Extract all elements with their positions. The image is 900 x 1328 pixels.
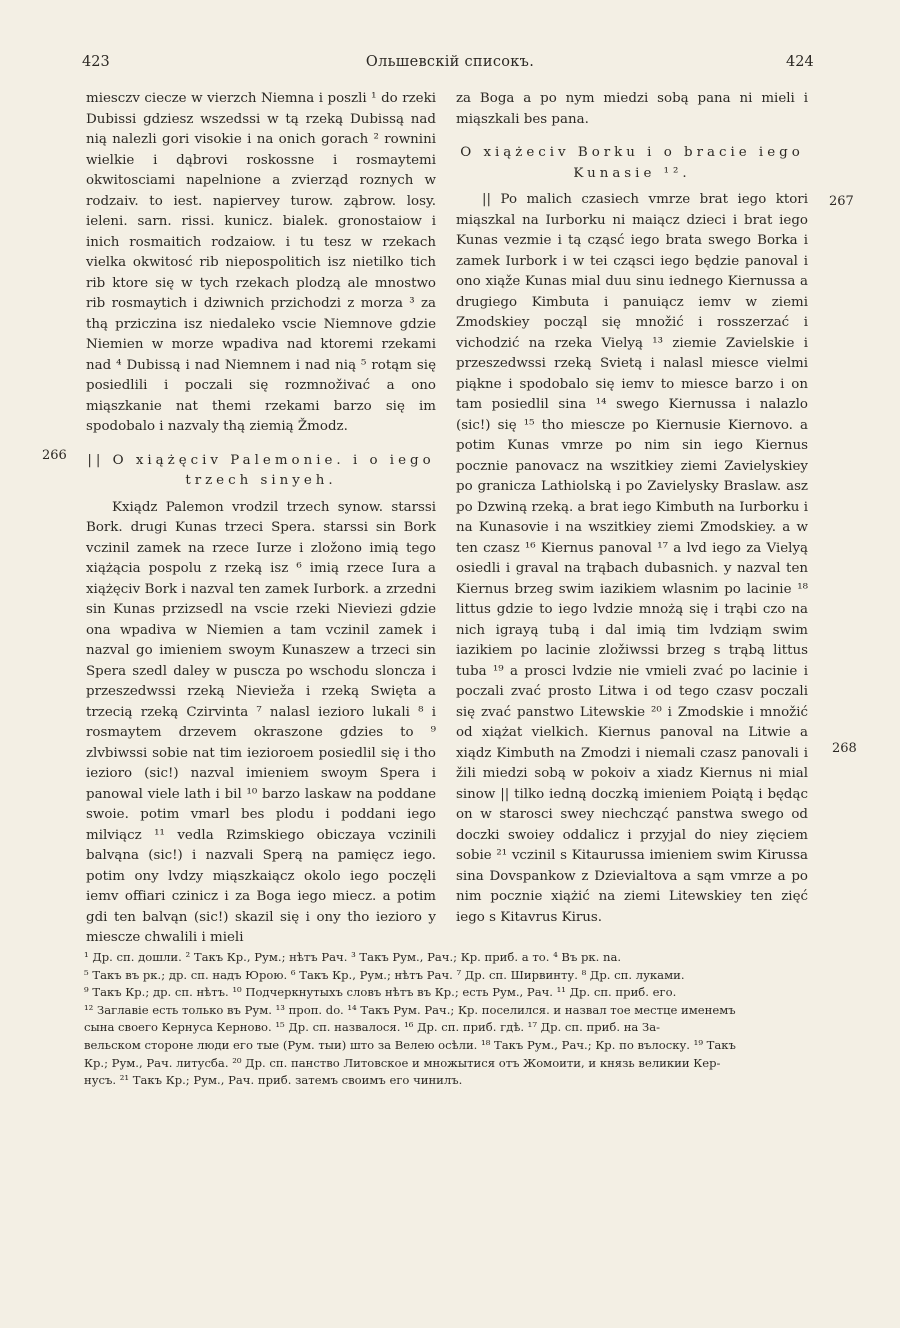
- footnote-line: Кр.; Рум., Рач. литусба. ²⁰ Др. сп. панство Литовское и множытися отъ Жомоити, и князь великии Кер-: [84, 1055, 721, 1070]
- footnote-line: ⁵ Такъ въ рк.; др. сп. надъ Юрою. ⁶ Такъ Кр., Рум.; нѣтъ Рач. ⁷ Др. сп. Ширвинту. ⁸ Др. сп. луками.: [84, 967, 685, 982]
- footnote-line: ¹² Заглавіе есть только въ Рум. ¹³ прoп. do. ¹⁴ Такъ Рум. Рач.; Кр. поселился. и назвал тое местце именемъ: [84, 1002, 736, 1017]
- page-number-right: 424: [786, 54, 814, 70]
- footnote-line: вельском стороне люди его тые (Рум. тыи) што за Велею осѣли. ¹⁸ Такъ Рум., Рач.; Кр. по вълоску. ¹⁹ Такъ: [84, 1037, 736, 1052]
- margin-folio-266: 266: [42, 448, 67, 463]
- left-column: [86, 89, 436, 949]
- left-section-heading: || O xiążęciv Palemonie. i o iego trzech sinyeh.: [87, 452, 435, 488]
- footnote-line: нусъ. ²¹ Такъ Кр.; Рум., Рач. приб. затемъ своимъ его чинилъ.: [84, 1073, 463, 1088]
- running-title: Ольшевскій списокъ.: [365, 54, 535, 70]
- footnote-line: ⁹ Такъ Кр.; др. сп. нѣтъ. ¹⁰ Подчеркнутыхъ словъ нѣтъ въ Кр.; есть Рум., Рач. ¹¹ Др. сп. приб. его.: [84, 985, 677, 1000]
- margin-folio-267: 267: [829, 194, 854, 209]
- left-paragraph-2: Kxiądz Palemon vrodzil trzech synow. starssi Bork. drugi Kunas trzeci Spera. starssi sin Bork vczinil zamek na rzece Iurze i zložono imią tego xiążącia pospolu z rzeką isz ⁶ imią rzece Iura a xiążęciv Bork i nazval ten zamek Iurbork. a zrzedni sin Kunas przizsedl na vscie rzeki Nieviezi gdzie ona wpadiva w Niemien a tam vczinil zamek i nazval go imieniem swoym Kunaszew a trzeci sin Spera szedl daley w puscza po wschodu sloncza i przeszedwssi rzeką Nievieža i rzeką Swięta a trzecią rzeką Czirvinta ⁷ nalasl iezioro lukali ⁸ i rosmaytem drzevem okraszone gdzies to ⁹ zlvbiwssi sobie nat tim iezioroem posiedlil się i tho iezioro (sic!) nazval imieniem swoym Spera i panowal viele lath i bil ¹⁰ barzo laskaw na poddane swoie. potim vmarl bes plodu i poddani iego milviącz ¹¹ vedla Rzimskiego obiczaya vczinili balvąna (sic!) i nazvali Sperą na pamięcz iego. potim ony lvdzy miąszkaiącz okolo iego poczęli iemv offiari czinicz i za Boga iego miecz. a potim gdi ten balvąn (sic!) skazil się i ony tho iezioro y miescze chwalili i mieli: [86, 499, 436, 945]
- footnotes: [84, 949, 818, 1090]
- left-paragraph-1: miesczv ciecze w vierzch Niemna i poszli ¹ do rzeki Dubissi gdziesz wszedssi w tą rzeką Dubissą nad nią nalezli gori visokie i na onich gorach ² rownini wielkie i dąbrovi roskossne i rosmaytemi okwitosciami napelnione a zvierząd roznych w rodzaiv. to iest. napiervey turow. ząbrow. losy. ieleni. sarn. rissi. kunicz. bialek. gronostaiow i inich rosmaitich rodzaiow. i tu tesz w rzekach vielka okwitosć rib niepospolitich isz nietilko tich rib ktore się w tych rzekach plodzą ale mnostwo rib rosmaytich i dziwnich przichodzi z morza ³ za thą prziczina isz niedaleko vscie Niemnove gdzie Niemien w morze wpadiva nad ktoremi rzekami nad ⁴ Dubissą i nad Niemnem i nad nią ⁵ rotąm się posiedlili i poczali się rozmnoživać a ono miąszkanie nat themi rzekami barzo się im spodobalo i nazvaly thą ziemią Žmodz.: [86, 91, 436, 434]
- right-paragraph-1: za Boga a po nym miedzi sobą pana ni mieli i miąszkali bes pana.: [456, 91, 808, 127]
- margin-folio-268: 268: [832, 741, 857, 756]
- footnote-line: сына своего Кернуса Керново. ¹⁵ Др. сп. назвалося. ¹⁶ Др. сп. приб. гдѣ. ¹⁷ Др. сп. приб. на За-: [84, 1020, 661, 1035]
- right-section-heading: O xiążeciv Borku i o bracie iego Kunasie ¹².: [460, 145, 804, 181]
- right-column: [456, 89, 808, 928]
- right-paragraph-2: || Po malich czasiech vmrze brat iego ktori miąszkal na Iurborku ni maiącz dzieci i brat iego Kunas vezmie i tą cząsć iego brata swego Borka i zamek Iurbork i w tei cząsci iego będzie panoval i ono xiąže Kunas mial duu sinu iednego Kiernussa a drugiego Kimbuta i panuiącz iemv w ziemi Zmodskiey począl się množić i rosszerzać i vichodzić na rzeka Vielyą ¹³ ziemie Zavielskie i przeszedwssi rzeką Svietą i nalasl miesce vielmi piąkne i spodobalo się iemv to miesce barzo i on tam posiedlil sina ¹⁴ swego Kiernussa i nalazlo (sic!) się ¹⁵ tho miescze po Kiernusie Kiernovo. a potim Kunas vmrze po nim sin iego Kiernus pocznie panovacz na wszitkiey ziemi Zavielyskiey po granicza Lathiolską i po Zavielysky Braslaw. asz po Dzwiną rzeką. a brat iego Kimbuth na Iurborku i na Kunasovie i na wszitkiey ziemi Zmodskiey. a w ten czasz ¹⁶ Kiernus panoval ¹⁷ a lvd iego za Vielyą osiedli i graval na trąbach dubasnich. y nazval ten Kiernus brzeg swim iazikiem wlasnim po lacinie ¹⁸ littus gdzie to iego lvdzie mnożą się i trąbi czo na nich igrayą tubą i dal imią tim lvdziąm swim iazikiem po lacinie zložiwssi brzeg s trąbą littus tuba ¹⁹ a prosci lvdzie nie vmieli zvać po lacinie i poczali zvać prosto Litwa i od tego czasv poczali się zvać panstwo Litewskie ²⁰ i Zmodskie i množić od xiążat vielkich. Kiernus panoval na Litwie a xiądz Kimbuth na Zmodzi i niemali czasz panovali i žili miedzi sobą w pokoiv a xiadz Kiernus ni mial sinow || tilko iedną doczką imieniem Poiątą i będąc on w starosci swey niechcząć panstwa swego od doczki swoiey oddalicz i przyjal do niey zięciem sobie ²¹ vczinil s Kitaurussa imieniem swim Kirussa sina Dovspankow z Dzievialtova a sąm vmrze a po nim pocznie xiążić na ziemi Litewskiey ten zięć iego s Kitavrus Kirus.: [456, 192, 808, 925]
- running-header: [0, 54, 900, 74]
- footnote-line: ¹ Др. сп. дошли. ² Такъ Кр., Рум.; нѣтъ Рач. ³ Такъ Рум., Рач.; Кр. приб. а то. ⁴ Въ рк. na.: [84, 950, 622, 964]
- page-number-left: 423: [82, 54, 110, 70]
